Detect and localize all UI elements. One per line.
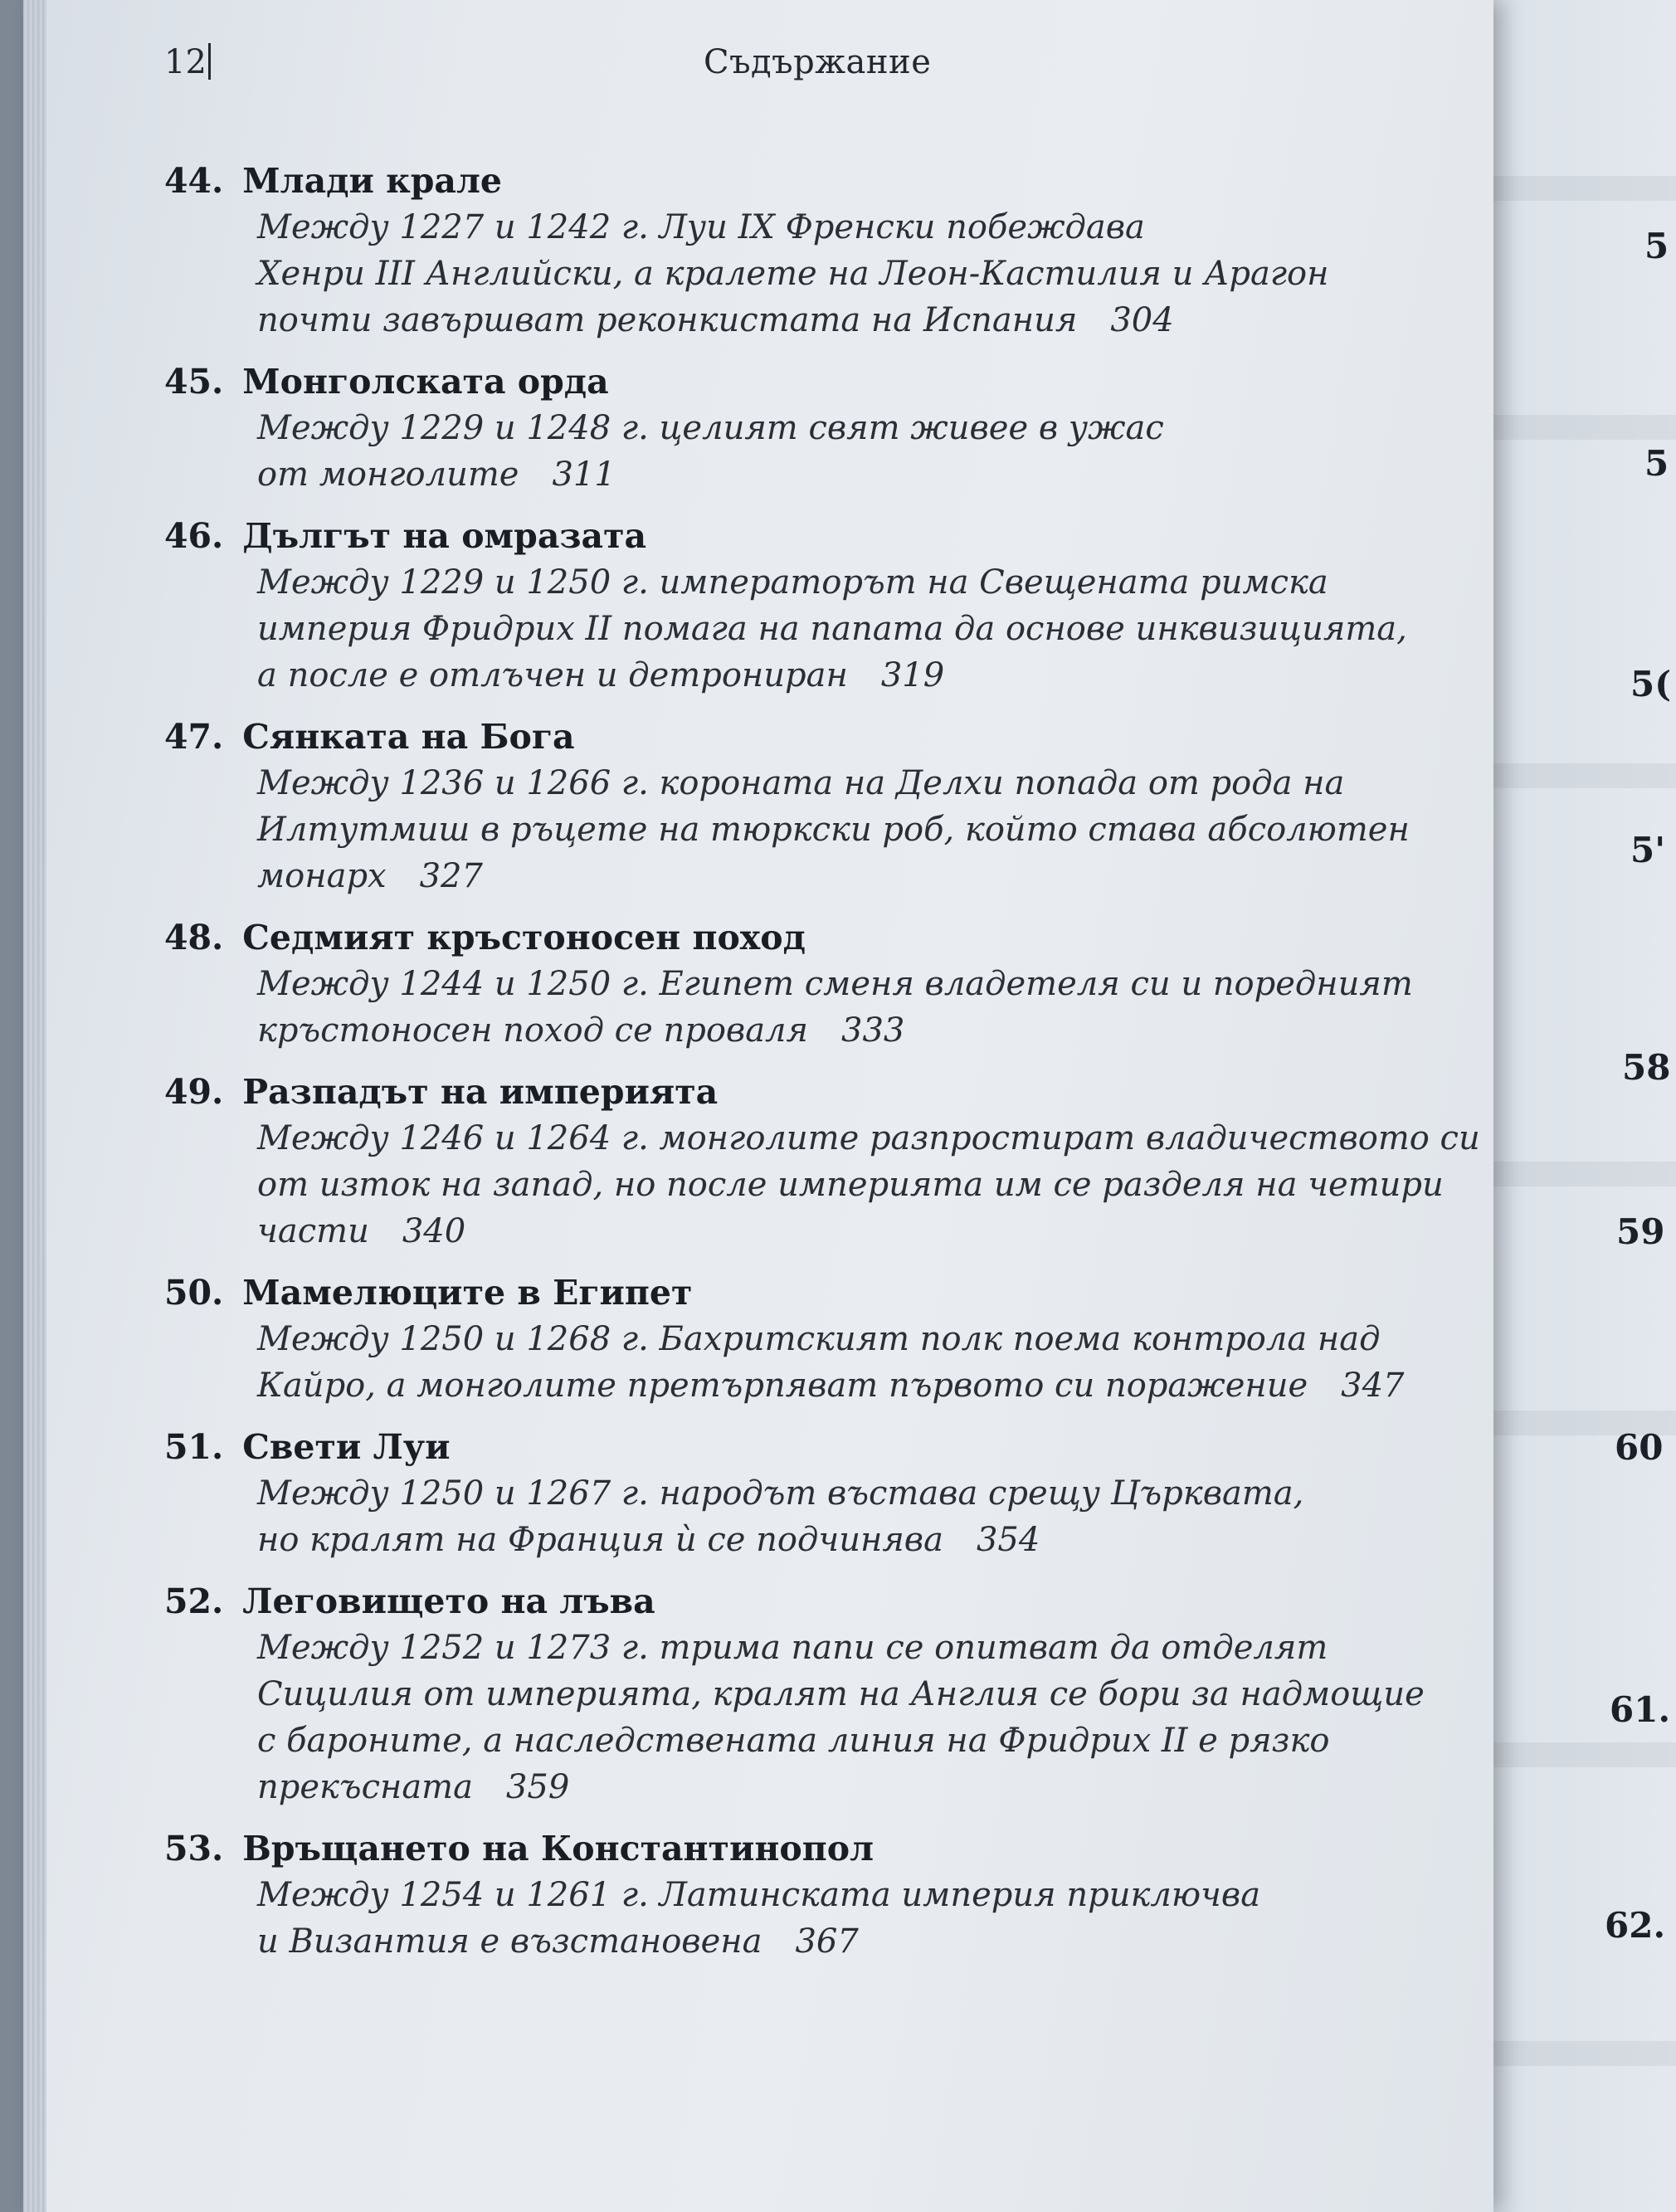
toc-entry-line: от изток на запад, но после империята им се разделя на четири <box>257 1166 1444 1204</box>
toc-entry-number: 52. <box>164 1581 224 1621</box>
toc-entry-number: 49. <box>164 1072 224 1112</box>
toc-entry <box>164 1424 1475 1563</box>
toc-entry-title-text: Връщането на Константинопол <box>242 1829 874 1869</box>
toc-entry-page: 340 <box>402 1212 466 1250</box>
toc-entry-number: 50. <box>164 1273 224 1313</box>
toc-entry-line: Кайро, а монголите претърпяват първото си поражение <box>257 1367 1308 1405</box>
facing-page-number: 58 <box>1622 1047 1671 1088</box>
toc-entry-title-text: Леговището на лъва <box>242 1581 655 1621</box>
toc-entry-title-text: Дългът на омразата <box>242 516 647 556</box>
toc-entry-description <box>257 760 1475 899</box>
toc-entry <box>164 1069 1480 1255</box>
toc-entry-title-text: Разпадът на империята <box>242 1072 719 1112</box>
toc-entry-title-text: Млади крале <box>242 161 502 201</box>
toc-entry <box>164 1578 1475 1810</box>
toc-entry-page: 359 <box>505 1768 570 1806</box>
toc-entry-description <box>257 1316 1475 1409</box>
toc-entry-last-line <box>257 1208 1475 1255</box>
toc-entry <box>164 714 1475 899</box>
toc-entry-title <box>164 513 1475 559</box>
toc-entry-line: Между 1246 и 1264 г. монголите разпростират владичеството си <box>257 1119 1480 1157</box>
toc-entry-description <box>257 559 1475 699</box>
table-of-contents <box>164 158 1480 1980</box>
toc-entry-number: 53. <box>164 1829 224 1869</box>
toc-entry-description <box>257 1872 1475 1965</box>
facing-page-number: 5( <box>1630 664 1672 704</box>
toc-entry-line: Сицилия от империята, кралят на Англия се бори за надмощие <box>257 1675 1425 1713</box>
toc-entry-last-line <box>257 1517 1475 1563</box>
toc-entry-number: 45. <box>164 362 224 402</box>
toc-entry-number: 46. <box>164 516 224 556</box>
page-number <box>164 43 211 81</box>
toc-entry <box>164 1269 1475 1409</box>
toc-entry-line: кръстоносен поход се проваля <box>257 1011 809 1050</box>
toc-entry-line: Илтутмиш в ръцете на тюркски роб, който става абсолютен <box>257 811 1410 849</box>
facing-page-number: 61. <box>1610 1689 1671 1730</box>
toc-entry <box>164 1825 1475 1965</box>
toc-entry-number: 44. <box>164 161 224 201</box>
toc-entry-title <box>164 1825 1475 1872</box>
toc-entry-description <box>257 1115 1480 1255</box>
toc-entry-description <box>257 961 1475 1054</box>
toc-entry-line: от монголите <box>257 456 519 494</box>
toc-entry-title <box>164 1269 1475 1316</box>
toc-entry-line: Хенри III Английски, а кралете на Леон-Кастилия и Арагон <box>257 255 1329 293</box>
toc-entry-page: 304 <box>1110 301 1174 339</box>
toc-entry-line: почти завършват реконкистата на Испания <box>257 301 1078 339</box>
toc-entry-last-line <box>257 1007 1475 1054</box>
toc-entry <box>164 914 1475 1054</box>
toc-entry-page: 327 <box>419 857 483 895</box>
page-edge <box>23 0 46 2212</box>
toc-entry-title <box>164 914 1475 961</box>
toc-entry-title-text: Седмият кръстоносен поход <box>242 918 806 957</box>
toc-entry-description <box>257 1470 1475 1563</box>
facing-page-number: 5 <box>1644 226 1669 266</box>
toc-entry-page: 333 <box>841 1011 905 1050</box>
toc-entry-description <box>257 405 1475 498</box>
facing-page-number: 59 <box>1616 1211 1665 1252</box>
toc-entry <box>164 358 1475 498</box>
toc-entry-line: и Византия е възстановена <box>257 1922 762 1961</box>
toc-entry-number: 48. <box>164 918 224 957</box>
toc-entry-page: 354 <box>976 1521 1040 1559</box>
toc-entry-line: Между 1250 и 1268 г. Бахритският полк поема контрола над <box>257 1320 1381 1358</box>
toc-entry-page: 319 <box>880 656 945 694</box>
toc-entry-line: прекъсната <box>257 1768 473 1806</box>
toc-entry-title-text: Свети Луи <box>242 1427 451 1467</box>
toc-entry-last-line <box>257 451 1475 498</box>
toc-entry-line: монарх <box>257 857 387 895</box>
toc-entry-line: Между 1254 и 1261 г. Латинската империя приключва <box>257 1876 1261 1914</box>
toc-entry-line: а после е отлъчен и детрониран <box>257 656 848 694</box>
toc-entry-page: 347 <box>1341 1367 1405 1405</box>
toc-entry-title-text: Мамелюците в Египет <box>242 1273 693 1313</box>
toc-entry-description <box>257 204 1475 343</box>
toc-entry-last-line <box>257 1918 1475 1965</box>
page-header <box>23 43 1493 93</box>
facing-page-number: 60 <box>1615 1427 1664 1468</box>
toc-entry-last-line <box>257 297 1475 343</box>
facing-page-number: 5' <box>1630 830 1666 870</box>
toc-entry-line: Между 1252 и 1273 г. трима папи се опитват да отделят <box>257 1629 1328 1667</box>
toc-entry-line: Между 1236 и 1266 г. короната на Делхи попада от рода на <box>257 764 1345 802</box>
page-number-text: 12 <box>164 43 207 81</box>
toc-entry-line: Между 1229 и 1250 г. императорът на Свещената римска <box>257 563 1328 602</box>
toc-entry-title <box>164 358 1475 405</box>
toc-entry-last-line <box>257 853 1475 899</box>
toc-entry-title <box>164 714 1475 760</box>
toc-entry-title-text: Сянката на Бога <box>242 717 575 757</box>
toc-entry-title <box>164 1424 1475 1470</box>
toc-entry-line: но кралят на Франция ѝ се подчинява <box>257 1521 943 1559</box>
facing-page-number: 62. <box>1605 1905 1666 1946</box>
toc-entry-number: 47. <box>164 717 224 757</box>
toc-entry-description <box>257 1625 1475 1810</box>
toc-entry-page: 311 <box>552 456 616 494</box>
toc-entry-last-line <box>257 1764 1475 1810</box>
running-head: Съдържание <box>704 43 932 81</box>
toc-entry-line: Между 1227 и 1242 г. Луи IX Френски побеждава <box>257 208 1145 246</box>
toc-entry-page: 367 <box>795 1922 859 1961</box>
toc-entry-line: империя Фридрих II помага на папата да основе инквизицията, <box>257 610 1407 648</box>
toc-entry-last-line <box>257 1362 1475 1409</box>
toc-entry-last-line <box>257 652 1475 699</box>
book-page <box>23 0 1493 2212</box>
toc-entry-title <box>164 158 1475 204</box>
toc-entry-line: с бароните, а наследствената линия на Фридрих II е рязко <box>257 1722 1330 1760</box>
toc-entry-title-text: Монголската орда <box>242 362 609 402</box>
toc-entry <box>164 158 1475 343</box>
toc-entry <box>164 513 1475 699</box>
toc-entry-line: Между 1229 и 1248 г. целият свят живее в ужас <box>257 409 1164 447</box>
toc-entry-number: 51. <box>164 1427 224 1467</box>
toc-entry-title <box>164 1578 1475 1625</box>
toc-entry-line: Между 1250 и 1267 г. народът въстава срещу Църквата, <box>257 1474 1304 1513</box>
toc-entry-line: части <box>257 1212 369 1250</box>
toc-entry-title <box>164 1069 1475 1115</box>
toc-entry-line: Между 1244 и 1250 г. Египет сменя владетеля си и поредният <box>257 965 1413 1003</box>
facing-page-number: 5 <box>1644 443 1669 484</box>
page-number-rule <box>208 43 211 80</box>
